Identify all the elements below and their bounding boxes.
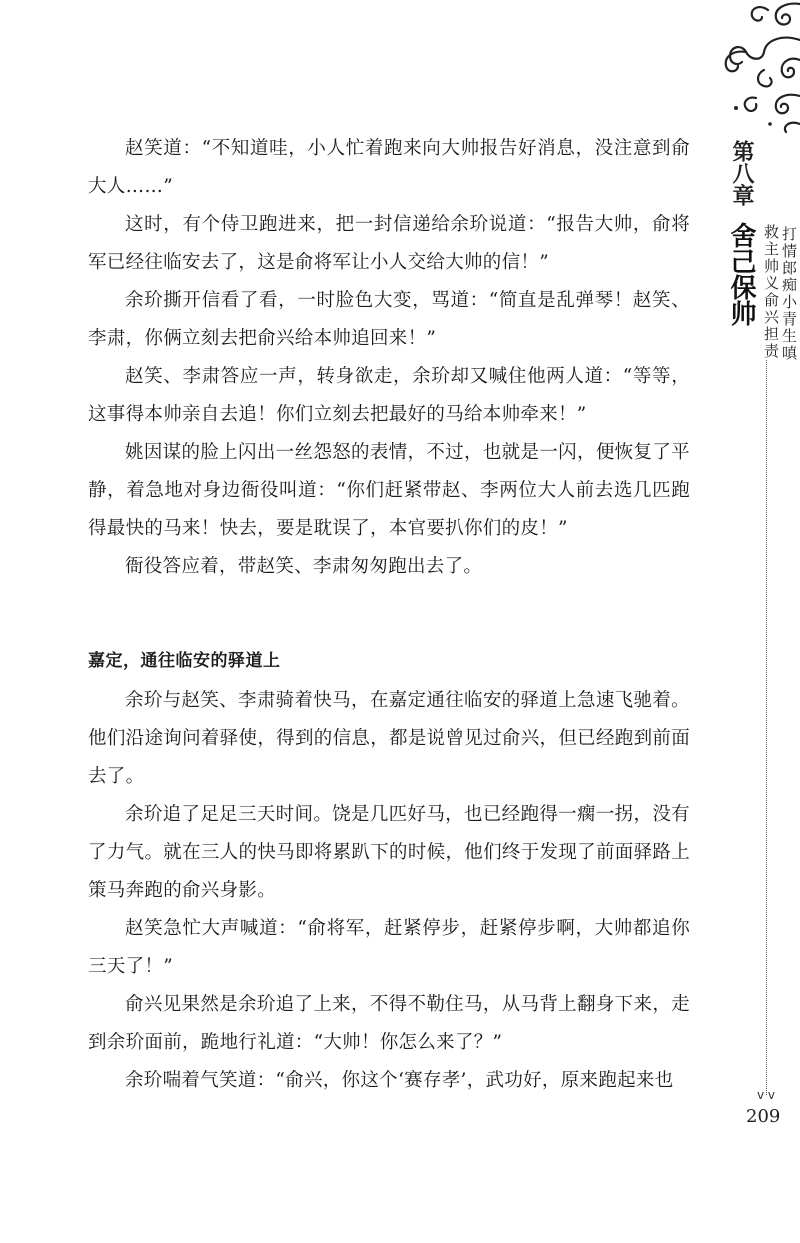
chapter-number: 第八章 [729,140,755,206]
paragraph: 俞兴见果然是余玠追了上来，不得不勒住马，从马背上翻身下来，走到余玠面前，跪地行礼道：“大帅！你怎么来了？” [88,994,690,1053]
body-text [88,130,690,1100]
chapter-sidebar [722,140,800,1127]
paragraph: 余玠与赵笑、李肃骑着快马，在嘉定通往临安的驿道上急速飞驰着。他们沿途询问着驿使，得到的信息，都是说曾见过俞兴，但已经跑到前面去了。 [88,690,690,787]
paragraph: 姚因谋的脸上闪出一丝怨怒的表情，不过，也就是一闪，便恢复了平静，着急地对身边衙役叫道：“你们赶紧带赵、李两位大人前去选几匹跑得最快的马来！快去，要是耽误了，本官要扒你们的皮！” [88,442,690,539]
cloud-ornament-icon [690,0,800,140]
section-heading: 嘉定，通往临安的驿道上 [88,651,281,671]
paragraph: 余玠喘着气笑道：“俞兴，你这个‘赛存孝’，武功好，原来跑起来也 [125,1070,674,1091]
paragraph: 赵笑、李肃答应一声，转身欲走，余玠却又喊住他两人道：“等等，这事得本帅亲自去追！你们立刻去把最好的马给本帅牵来！” [88,366,690,425]
chapter-subtitle-second: 打情郎痴小青生嗔 [780,226,798,362]
double-chevron-down-icon: v v [757,1088,776,1102]
paragraph: 余玠追了足足三天时间。饶是几匹好马，也已经跑得一瘸一拐，没有了力气。就在三人的快马即将累趴下的时候，他们终于发现了前面驿路上策马奔跑的俞兴身影。 [88,804,690,901]
paragraph: 这时，有个侍卫跑进来，把一封信递给余玠说道：“报告大帅，俞将军已经往临安去了，这是俞将军让小人交给大帅的信！” [88,214,690,273]
paragraph: 余玠撕开信看了看，一时脸色大变，骂道：“简直是乱弹琴！赵笑、李肃，你俩立刻去把俞兴给本帅追回来！” [88,290,690,349]
dotted-divider [766,360,767,1095]
chapter-subtitle-first: 救主帅义俞兴担责 [762,224,780,360]
paragraph: 赵笑急忙大声喊道：“俞将军，赶紧停步，赶紧停步啊，大帅都追你三天了！” [88,918,690,977]
paragraph: 赵笑道：“不知道哇，小人忙着跑来向大帅报告好消息，没注意到俞大人……” [88,138,690,197]
paragraph: 衙役答应着，带赵笑、李肃匆匆跑出去了。 [125,556,483,577]
chapter-title: 舍己保帅 [726,222,756,326]
page-number: 209 [746,1106,781,1127]
